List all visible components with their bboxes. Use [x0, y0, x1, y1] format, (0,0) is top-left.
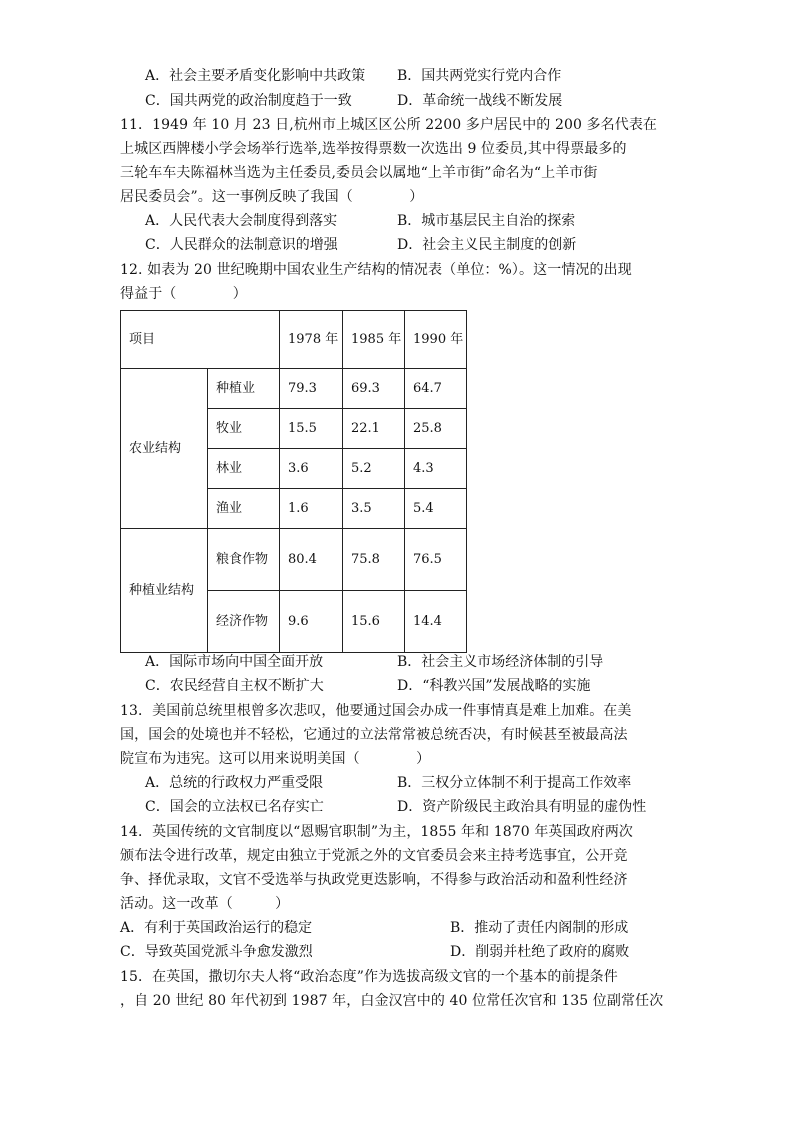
- q14-option-c: C．导致英国党派斗争愈发激烈: [120, 944, 313, 960]
- table-cell: 15.6: [343, 591, 405, 653]
- table-header-year3: 1990 年: [405, 311, 467, 369]
- table-row-label: 林业: [208, 449, 280, 489]
- table-row-label: 粮食作物: [208, 529, 280, 591]
- q12-stem-line1: 12. 如表为 20 世纪晚期中国农业生产结构的情况表（单位：%）。这一情况的出现: [120, 262, 632, 278]
- q13-stem-line3: 院宣布为违宪。这可以用来说明美国（ ）: [120, 751, 431, 767]
- q11-stem-line4: 居民委员会”。这一事例反映了我国（ ）: [120, 189, 424, 205]
- q11-option-a: A．人民代表大会制度得到落实: [145, 213, 338, 229]
- table-row-label: 经济作物: [208, 591, 280, 653]
- table-header-item: 项目: [121, 311, 280, 369]
- q13-stem-line1: 13．美国前总统里根曾多次悲叹，他要通过国会办成一件事情真是难上加难。在美: [120, 703, 632, 719]
- table-cell: 25.8: [405, 409, 467, 449]
- table-cell: 64.7: [405, 369, 467, 409]
- agriculture-structure-table: [120, 310, 467, 653]
- q11-stem-line2: 上城区西牌楼小学会场举行选举,选举按得票数一次选出 9 位委员,其中得票最多的: [120, 141, 627, 157]
- q10-option-d: D．革命统一战线不断发展: [397, 93, 563, 109]
- table-header-row: [121, 311, 467, 369]
- table-cell: 9.6: [280, 591, 343, 653]
- q15-stem-line1: 15．在英国，撒切尔夫人将“政治态度”作为选拔高级文官的一个基本的前提条件: [120, 969, 618, 985]
- table-header-year1: 1978 年: [280, 311, 343, 369]
- table-header-year2: 1985 年: [343, 311, 405, 369]
- table-cell: 80.4: [280, 529, 343, 591]
- q13-option-a: A．总统的行政权力严重受限: [145, 775, 324, 791]
- table-group-planting: 种植业结构: [121, 529, 208, 653]
- table-cell: 3.6: [280, 449, 343, 489]
- q11-option-b: B．城市基层民主自治的探索: [397, 213, 576, 229]
- q11-option-c: C．人民群众的法制意识的增强: [145, 237, 338, 253]
- q14-option-d: D．削弱并杜绝了政府的腐败: [450, 944, 630, 960]
- table-cell: 5.4: [405, 489, 467, 529]
- q12-option-b: B．社会主义市场经济体制的引导: [397, 654, 604, 670]
- q14-stem-line4: 活动。这一改革（ ）: [120, 896, 290, 912]
- table-cell: 75.8: [343, 529, 405, 591]
- q12-stem-line2: 得益于（ ）: [120, 286, 247, 302]
- table-row-label: 种植业: [208, 369, 280, 409]
- q14-stem-line1: 14．英国传统的文官制度以“恩赐官职制”为主，1855 年和 1870 年英国政府两次: [120, 824, 634, 840]
- table-cell: 4.3: [405, 449, 467, 489]
- table-cell: 14.4: [405, 591, 467, 653]
- table-cell: 5.2: [343, 449, 405, 489]
- table-cell: 69.3: [343, 369, 405, 409]
- q10-option-c: C．国共两党的政治制度趋于一致: [145, 93, 352, 109]
- table-cell: 1.6: [280, 489, 343, 529]
- table-cell: 79.3: [280, 369, 343, 409]
- q15-stem-line2: ，自 20 世纪 80 年代初到 1987 年，白金汉宫中的 40 位常任次官和 135 位副常任次: [120, 993, 664, 1009]
- table-cell: 15.5: [280, 409, 343, 449]
- q11-stem-line3: 三轮车车夫陈福林当选为主任委员,委员会以属地“上羊市街”命名为“上羊市街: [120, 165, 598, 181]
- table-row: [121, 529, 467, 591]
- q11-stem-line1: 11．1949 年 10 月 23 日,杭州市上城区区公所 2200 多户居民中的 200 多名代表在: [120, 117, 658, 133]
- table-cell: 22.1: [343, 409, 405, 449]
- q14-option-b: B．推动了责任内阁制的形成: [450, 920, 629, 936]
- q14-option-a: A．有利于英国政治运行的稳定: [120, 920, 313, 936]
- q13-option-c: C．国会的立法权已名存实亡: [145, 799, 324, 815]
- q12-option-d: D．“科教兴国”发展战略的实施: [397, 678, 591, 694]
- q13-option-d: D．资产阶级民主政治具有明显的虚伪性: [397, 799, 647, 815]
- table-cell: 76.5: [405, 529, 467, 591]
- table-row: [121, 369, 467, 409]
- q11-option-d: D．社会主义民主制度的创新: [397, 237, 577, 253]
- table-row-label: 牧业: [208, 409, 280, 449]
- table-row-label: 渔业: [208, 489, 280, 529]
- q12-option-c: C．农民经营自主权不断扩大: [145, 678, 324, 694]
- q14-stem-line3: 争、择优录取，文官不受选举与执政党更迭影响，不得参与政治活动和盈利性经济: [120, 872, 628, 888]
- q12-option-a: A．国际市场向中国全面开放: [145, 654, 324, 670]
- q10-option-a: A．社会主要矛盾变化影响中共政策: [145, 68, 366, 84]
- q14-stem-line2: 颁布法令进行改革，规定由独立于党派之外的文官委员会来主持考选事宜，公开竞: [120, 848, 628, 864]
- table-group-agriculture: 农业结构: [121, 369, 208, 529]
- table-cell: 3.5: [343, 489, 405, 529]
- q10-option-b: B．国共两党实行党内合作: [397, 68, 562, 84]
- q13-stem-line2: 国，国会的处境也并不轻松，它通过的立法常常被总统否决，有时候甚至被最高法: [120, 727, 628, 743]
- q13-option-b: B．三权分立体制不利于提高工作效率: [397, 775, 632, 791]
